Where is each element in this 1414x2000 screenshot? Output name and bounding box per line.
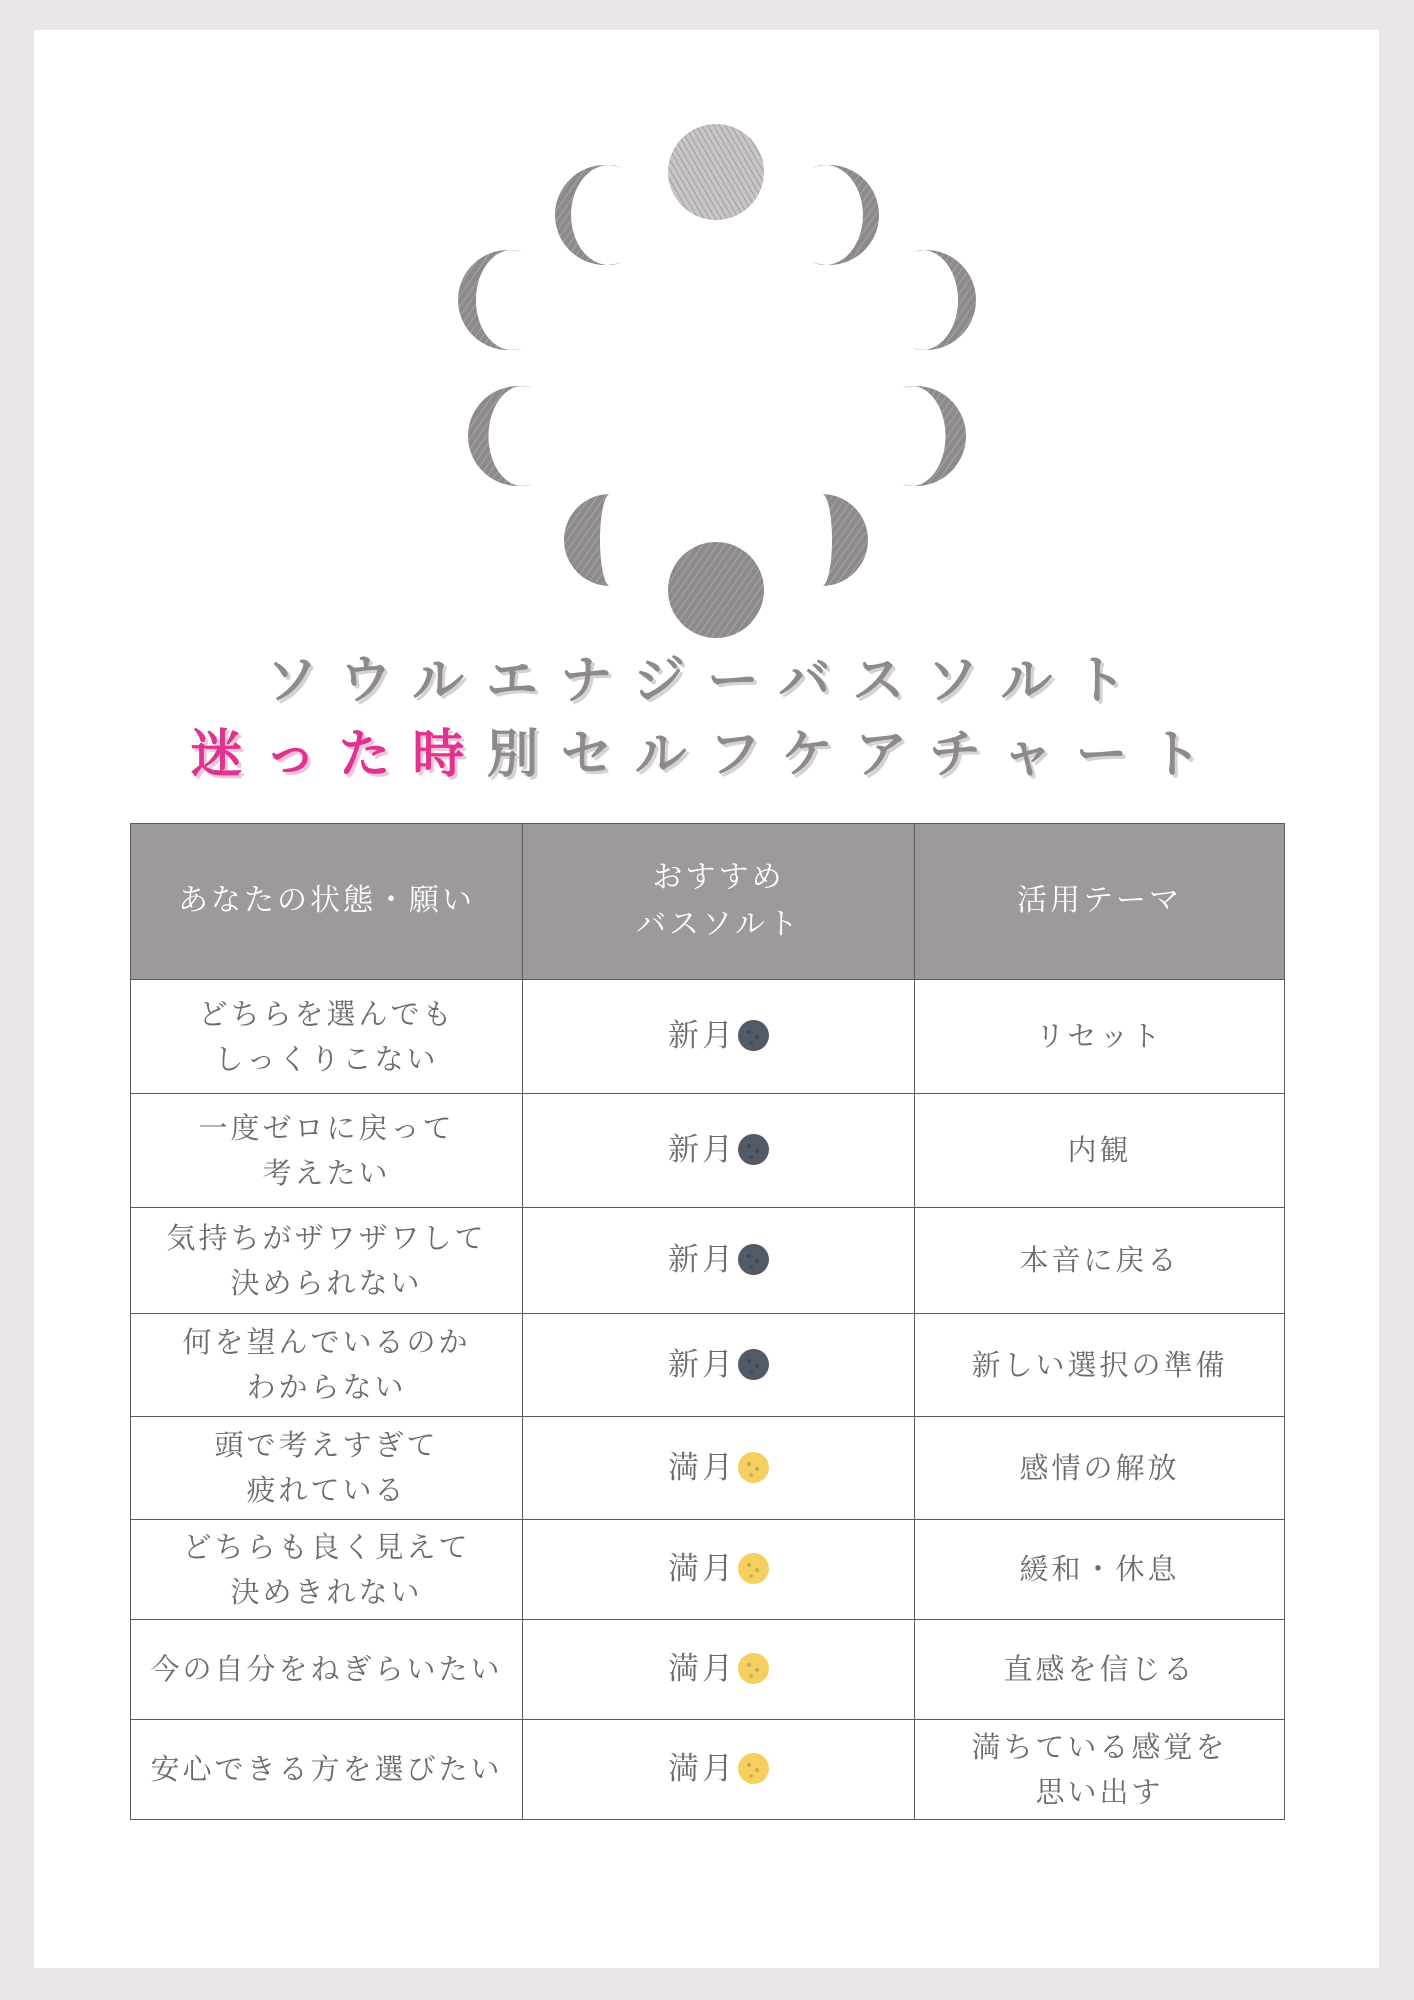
new-moon-icon	[738, 1020, 769, 1051]
selfcare-chart-table	[130, 823, 1285, 1820]
theme-line-1: 本音に戻る	[1019, 1243, 1180, 1278]
state-line-2: 疲れている	[246, 1473, 407, 1507]
theme-line-1: リセット	[1035, 1019, 1164, 1054]
table-row	[131, 980, 1285, 1094]
waxing-crescent-icon	[912, 250, 976, 350]
waning-crescent-icon	[468, 386, 532, 486]
state-line-1: どちらも良く見えて	[182, 1529, 471, 1564]
bathsalt-label: 新月	[668, 1018, 736, 1055]
theme-line-1: 満ちている感覚を	[971, 1729, 1228, 1764]
full-moon-icon	[738, 1452, 769, 1483]
theme-cell	[915, 1520, 1285, 1620]
header-theme: 活用テーマ	[915, 824, 1285, 980]
state-line-2: 決めきれない	[230, 1574, 423, 1609]
bathsalt-label: 新月	[668, 1346, 736, 1383]
bathsalt-cell	[523, 1314, 915, 1417]
bathsalt-cell	[523, 1208, 915, 1314]
state-cell	[131, 1520, 523, 1620]
theme-cell	[915, 1720, 1285, 1820]
header-recommend-line2: バスソルト	[636, 906, 801, 942]
state-line-1: 一度ゼロに戻って	[198, 1110, 455, 1145]
new-moon-icon	[738, 1244, 769, 1275]
state-cell	[131, 1620, 523, 1720]
new-moon-icon	[738, 1134, 769, 1165]
bathsalt-label: 新月	[668, 1242, 736, 1279]
theme-line-1: 直感を信じる	[1003, 1652, 1196, 1687]
theme-line-1: 内観	[1067, 1133, 1132, 1168]
title-accent: 迷った時	[190, 725, 487, 785]
table-row	[131, 1314, 1285, 1417]
theme-cell	[915, 1417, 1285, 1520]
state-line-2: わからない	[246, 1370, 407, 1404]
bathsalt-cell	[523, 1620, 915, 1720]
state-cell	[131, 1720, 523, 1820]
state-line-1: 気持ちがザワザワして	[166, 1220, 487, 1255]
table-row	[131, 1417, 1285, 1520]
new-moon-icon	[738, 1349, 769, 1380]
state-cell	[131, 1208, 523, 1314]
bathsalt-cell	[523, 980, 915, 1094]
table-row	[131, 1094, 1285, 1208]
new-moon-icon	[668, 542, 764, 638]
table-row	[131, 1720, 1285, 1820]
moon-phase-circle	[0, 0, 1414, 650]
full-moon-icon	[668, 124, 764, 220]
bathsalt-label: 満月	[668, 1551, 736, 1588]
theme-cell	[915, 1208, 1285, 1314]
state-line-2: 考えたい	[262, 1155, 391, 1190]
table-row	[131, 1520, 1285, 1620]
state-line-1: どちらを選んでも	[198, 996, 455, 1031]
bathsalt-cell	[523, 1417, 915, 1520]
full-moon-icon	[738, 1553, 769, 1584]
bathsalt-label: 新月	[668, 1132, 736, 1169]
full-moon-icon	[738, 1653, 769, 1684]
state-line-1: 頭で考えすぎて	[214, 1428, 439, 1463]
bathsalt-cell	[523, 1094, 915, 1208]
waning-crescent-icon	[555, 165, 622, 265]
header-recommend	[523, 824, 915, 980]
full-moon-icon	[738, 1753, 769, 1784]
title-line-1: ソウルエナジーバスソルト	[265, 651, 1149, 711]
bathsalt-label: 満月	[668, 1751, 736, 1788]
theme-cell	[915, 980, 1285, 1094]
theme-line-1: 新しい選択の準備	[971, 1347, 1228, 1382]
state-cell	[131, 980, 523, 1094]
title-line-2	[0, 712, 1414, 787]
state-cell	[131, 1314, 523, 1417]
waxing-gibbous-icon	[822, 494, 868, 586]
waxing-crescent-icon	[812, 165, 879, 265]
state-cell	[131, 1094, 523, 1208]
theme-line-1: 緩和・休息	[1019, 1552, 1180, 1587]
bathsalt-label: 満月	[668, 1449, 736, 1486]
header-recommend-line1: おすすめ	[652, 860, 785, 895]
waning-crescent-icon	[458, 250, 522, 350]
waxing-crescent-icon	[902, 386, 966, 486]
theme-line-2: 思い出す	[1035, 1774, 1164, 1809]
theme-cell	[915, 1314, 1285, 1417]
waning-gibbous-icon	[564, 494, 610, 586]
state-line-2: しっくりこない	[214, 1041, 439, 1076]
header-state: あなたの状態・願い	[131, 824, 523, 980]
theme-line-1: 感情の解放	[1019, 1450, 1180, 1485]
state-line-2: 決められない	[230, 1265, 423, 1300]
theme-cell	[915, 1094, 1285, 1208]
state-line-1: 今の自分をねぎらいたい	[150, 1652, 503, 1687]
state-cell	[131, 1417, 523, 1520]
table-row	[131, 1620, 1285, 1720]
table-row	[131, 1208, 1285, 1314]
state-line-1: 安心できる方を選びたい	[150, 1752, 503, 1787]
title-rest: 別セルフケアチャート	[486, 725, 1224, 785]
table-header-row	[131, 824, 1285, 980]
theme-cell	[915, 1620, 1285, 1720]
bathsalt-cell	[523, 1520, 915, 1620]
bathsalt-cell	[523, 1720, 915, 1820]
bathsalt-label: 満月	[668, 1651, 736, 1688]
state-line-1: 何を望んでいるのか	[182, 1325, 471, 1360]
